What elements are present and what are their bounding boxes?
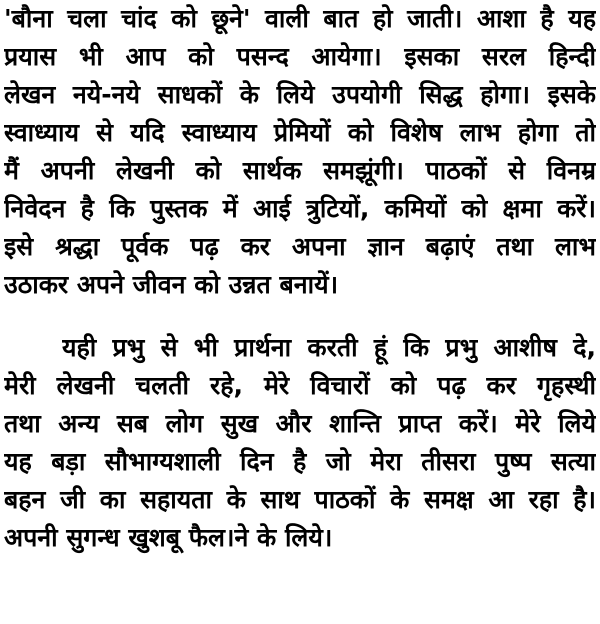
text-line: मेरी लेखनी चलती रहे, मेरे विचारों को पढ़ कर गृहस्थी	[4, 371, 596, 400]
text-line: 'बौना चला चांद को छूने' वाली बात हो जाती। आशा है यह	[4, 4, 596, 33]
text-line: बहन जी का सहायता के साथ पाठकों के समक्ष आ रहा है।	[4, 485, 596, 514]
text-line: यही प्रभु से भी प्रार्थना करती हूं कि प्रभु आशीष दे,	[62, 333, 596, 362]
text-line: उठाकर अपने जीवन को उन्नत बनायें।	[4, 270, 339, 299]
text-line: निवेदन है कि पुस्तक में आई त्रुटियों, कमियों को क्षमा करें।	[4, 194, 596, 223]
text-line: प्रयास भी आप को पसन्द आयेगा। इसका सरल हिन्दी	[4, 42, 596, 71]
text-line: मैं अपनी लेखनी को सार्थक समझूंगी। पाठकों से विनम्र	[4, 156, 596, 185]
text-line: अपनी सुगन्ध खुशबू फैल।ने के लिये।	[4, 523, 333, 552]
text-line: इसे श्रद्धा पूर्वक पढ़ कर अपना ज्ञान बढ़ाएं तथा लाभ	[4, 232, 596, 261]
text-line: स्वाध्याय से यदि स्वाध्याय प्रेमियों को विशेष लाभ होगा तो	[4, 118, 596, 147]
text-line: लेखन नये-नये साधकों के लिये उपयोगी सिद्ध होगा। इसके	[4, 80, 596, 109]
text-line: तथा अन्य सब लोग सुख और शान्ति प्राप्त करें। मेरे लिये	[4, 409, 596, 438]
text-line: यह बड़ा सौभाग्यशाली दिन है जो मेरा तीसरा पुष्प सत्या	[4, 447, 596, 476]
